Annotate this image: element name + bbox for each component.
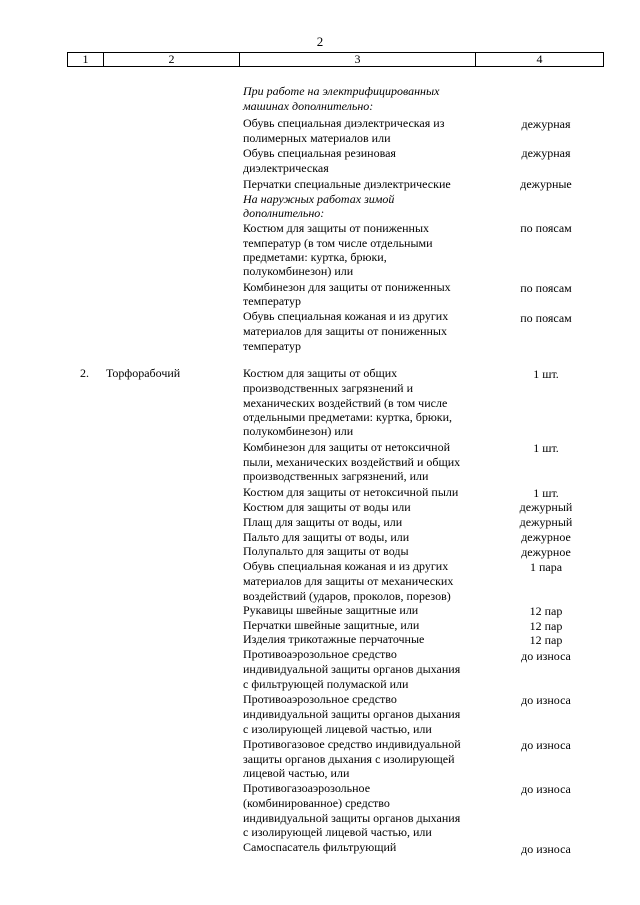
item-quantity: 12 пар — [529, 619, 563, 633]
item-quantity: 1 шт. — [533, 441, 559, 455]
item-text: воздействий (ударов, проколов, порезов) — [243, 589, 451, 603]
item-quantity: дежурный — [519, 515, 573, 529]
item-text: полукомбинезон) или — [243, 264, 354, 278]
item-quantity: дежурное — [521, 545, 571, 559]
item-text: индивидуальной защиты органов дыхания — [243, 662, 461, 676]
item-text: температур — [243, 294, 302, 308]
item-text: лицевой частью, или — [243, 766, 350, 780]
profession-name: Торфорабочий — [106, 366, 181, 380]
item-text: Плащ для защиты от воды, или — [243, 515, 403, 529]
item-quantity: дежурные — [520, 177, 572, 191]
item-text: Противоаэрозольное средство — [243, 647, 397, 661]
item-quantity: до износа — [521, 693, 571, 707]
item-text: Противогазоаэрозольное — [243, 781, 371, 795]
header-col-3: 3 — [240, 53, 476, 66]
item-text: с фильтрующей полумаской или — [243, 677, 409, 691]
item-quantity: до износа — [521, 738, 571, 752]
item-text: Обувь специальная диэлектрическая из — [243, 116, 445, 130]
item-text: полукомбинезон) или — [243, 424, 354, 438]
item-text: Перчатки специальные диэлектрические — [243, 177, 451, 191]
item-text: температур (в том числе отдельными — [243, 236, 433, 250]
item-quantity: по поясам — [520, 221, 572, 235]
item-text: отдельными предметами: куртка, брюки, — [243, 410, 453, 424]
item-text: производственных загрязнений, или — [243, 469, 429, 483]
item-text: Противогазовое средство индивидуальной — [243, 737, 461, 751]
item-quantity: 12 пар — [529, 633, 563, 647]
item-text: материалов для защиты от механических — [243, 574, 454, 588]
item-text: с изолирующей лицевой частью, или — [243, 825, 432, 839]
section-heading: дополнительно: — [243, 206, 325, 220]
item-text: Полупальто для защиты от воды — [243, 544, 409, 558]
item-quantity: 1 пара — [529, 560, 563, 574]
item-quantity: по поясам — [520, 281, 572, 295]
item-text: Обувь специальная кожаная и из других — [243, 559, 449, 573]
item-text: Обувь специальная кожаная и из других — [243, 309, 449, 323]
item-text: Самоспасатель фильтрующий — [243, 840, 397, 854]
item-quantity: дежурное — [521, 530, 571, 544]
item-text: Рукавицы швейные защитные или — [243, 603, 419, 617]
header-col-2: 2 — [104, 53, 240, 66]
section-heading: машинах дополнительно: — [243, 99, 374, 113]
item-text: Комбинезон для защиты от пониженных — [243, 280, 451, 294]
header-col-4: 4 — [536, 52, 543, 66]
item-text: диэлектрическая — [243, 161, 329, 175]
row-number: 2. — [80, 366, 89, 380]
item-text: Пальто для защиты от воды, или — [243, 530, 410, 544]
item-text: производственных загрязнений и — [243, 381, 414, 395]
item-text: Костюм для защиты от общих — [243, 366, 398, 380]
page-number: 2 — [316, 34, 324, 49]
item-quantity: 1 шт. — [533, 367, 559, 381]
header-col-1: 1 — [68, 53, 104, 66]
item-text: Изделия трикотажные перчаточные — [243, 632, 425, 646]
item-quantity: дежурная — [521, 117, 571, 131]
item-quantity: по поясам — [520, 311, 572, 325]
item-quantity: дежурный — [519, 500, 573, 514]
item-text: Противоаэрозольное средство — [243, 692, 397, 706]
item-text: Перчатки швейные защитные, или — [243, 618, 420, 632]
section-heading: При работе на электрифицированных — [243, 84, 440, 98]
item-text: температур — [243, 339, 302, 353]
item-text: Обувь специальная резиновая — [243, 146, 396, 160]
table-header-row — [67, 52, 604, 67]
item-text: предметами: куртка, брюки, — [243, 250, 387, 264]
item-text: полимерных материалов или — [243, 131, 391, 145]
item-text: Костюм для защиты от пониженных — [243, 221, 430, 235]
item-text: механических воздействий (в том числе — [243, 396, 448, 410]
item-text: с изолирующей лицевой частью, или — [243, 722, 432, 736]
item-quantity: 12 пар — [529, 604, 563, 618]
item-text: пыли, механических воздействий и общих — [243, 455, 461, 469]
item-quantity: до износа — [521, 842, 571, 856]
item-quantity: дежурная — [521, 146, 571, 160]
item-text: Костюм для защиты от нетоксичной пыли — [243, 485, 459, 499]
item-text: материалов для защиты от пониженных — [243, 324, 447, 338]
item-text: индивидуальной защиты органов дыхания — [243, 811, 461, 825]
item-quantity: до износа — [521, 649, 571, 663]
item-text: Комбинезон для защиты от нетоксичной — [243, 440, 451, 454]
item-text: индивидуальной защиты органов дыхания — [243, 707, 461, 721]
item-text: Костюм для защиты от воды или — [243, 500, 411, 514]
item-text: (комбинированное) средство — [243, 796, 390, 810]
section-heading: На наружных работах зимой — [243, 192, 395, 206]
item-quantity: 1 шт. — [533, 486, 559, 500]
item-text: защиты органов дыхания с изолирующей — [243, 752, 455, 766]
item-quantity: до износа — [521, 782, 571, 796]
